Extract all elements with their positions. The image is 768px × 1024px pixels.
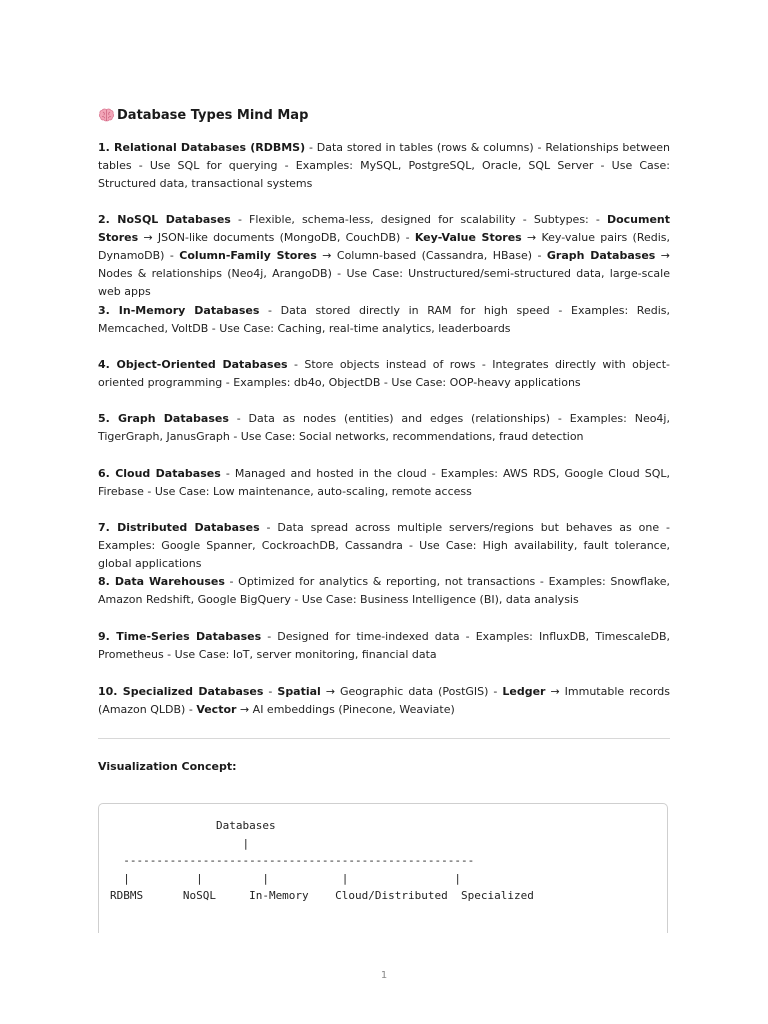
section-specialized [98, 683, 670, 719]
section-text: → Nodes & relationships (Neo4j, ArangoDB) - Use Case: Unstructured/semi-structured data, large-scale web apps [98, 249, 670, 298]
section-bold-text: 10. Specialized Databases [98, 685, 264, 698]
section-text: → JSON-like documents (MongoDB, CouchDB) - [138, 231, 415, 244]
page-title [98, 107, 308, 124]
section-bold-text: 4. Object-Oriented Databases [98, 358, 288, 371]
section-text: - [263, 685, 278, 698]
section-text: → Geographic data (PostGIS) - [320, 685, 503, 698]
visualization-label: Visualization Concept: [98, 760, 237, 773]
section-text: - Designed for time-indexed data - Examples: InfluxDB, TimescaleDB, Prometheus - Use Case: IoT, server monitoring, financial data [98, 630, 670, 661]
section-text: → Key-value pairs (Redis, DynamoDB) - [98, 231, 670, 262]
section-text: → AI embeddings (Pinecone, Weaviate) [236, 703, 455, 716]
section-in-memory [98, 302, 670, 338]
section-bold-text: Key-Value Stores [414, 231, 522, 244]
section-bold-text: 8. Data Warehouses [98, 575, 225, 588]
section-text: - Flexible, schema-less, designed for scalability - Subtypes: - [230, 213, 607, 226]
section-object-oriented [98, 356, 670, 392]
section-bold-text: Vector [196, 703, 237, 716]
section-bold-text: Document Stores [98, 213, 671, 244]
section-relational [98, 139, 670, 193]
section-nosql [98, 211, 670, 301]
code-block [98, 803, 668, 933]
section-distributed [98, 519, 670, 573]
section-bold-text: 1. Relational Databases (RDBMS) [98, 141, 306, 154]
section-bold-text: 9. Time-Series Databases [98, 630, 262, 643]
section-text: - Data spread across multiple servers/regions but behaves as one - Examples: Google Spanner, CockroachDB, Cassandra - Use Case: High availability, fault tolerance, global applications [98, 521, 670, 570]
section-bold-text: 7. Distributed Databases [98, 521, 260, 534]
brain-icon [98, 107, 115, 124]
section-text: - Data as nodes (entities) and edges (relationships) - Examples: Neo4j, TigerGraph, JanusGraph - Use Case: Social networks, recommendations, fraud detection [98, 412, 670, 443]
section-bold-text: 5. Graph Databases [98, 412, 229, 425]
section-text: - Store objects instead of rows - Integrates directly with object-oriented programming - Examples: db4o, ObjectDB - Use Case: OOP-heavy applications [98, 358, 671, 389]
horizontal-divider [98, 738, 670, 739]
section-bold-text: Ledger [502, 685, 546, 698]
section-bold-text: Spatial [277, 685, 321, 698]
section-text: - Data stored directly in RAM for high speed - Examples: Redis, Memcached, VoltDB - Use Case: Caching, real-time analytics, leaderboards [98, 304, 670, 335]
section-bold-text: Column-Family Stores [179, 249, 317, 262]
section-text: - Managed and hosted in the cloud - Examples: AWS RDS, Google Cloud SQL, Firebase - Use Case: Low maintenance, auto-scaling, remote access [98, 467, 671, 498]
section-text: - Optimized for analytics & reporting, not transactions - Examples: Snowflake, Amazon Redshift, Google BigQuery - Use Case: Business Intelligence (BI), data analysis [98, 575, 670, 606]
section-text: → Immutable records (Amazon QLDB) - [98, 685, 670, 716]
section-time-series [98, 628, 670, 664]
section-cloud [98, 465, 670, 501]
section-bold-text: 3. In-Memory Databases [98, 304, 260, 317]
section-bold-text: 2. NoSQL Databases [98, 213, 231, 226]
section-data-warehouses [98, 573, 670, 609]
section-text: → Column-based (Cassandra, HBase) - [316, 249, 547, 262]
page-title-text: Database Types Mind Map [117, 108, 309, 123]
section-text: - Data stored in tables (rows & columns) - Relationships between tables - Use SQL for querying - Examples: MySQL, PostgreSQL, Oracle, SQL Server - Use Case: Structured data, transactional systems [98, 141, 670, 190]
section-bold-text: Graph Databases [546, 249, 656, 262]
page-number: 1 [380, 970, 388, 981]
section-graph [98, 410, 670, 446]
section-bold-text: 6. Cloud Databases [98, 467, 221, 480]
code-block-text: Databases | ----------------------------------------------------- | | | | | RDBMS NoSQL In-Memory Cloud/Distributed Specialized [110, 819, 534, 902]
